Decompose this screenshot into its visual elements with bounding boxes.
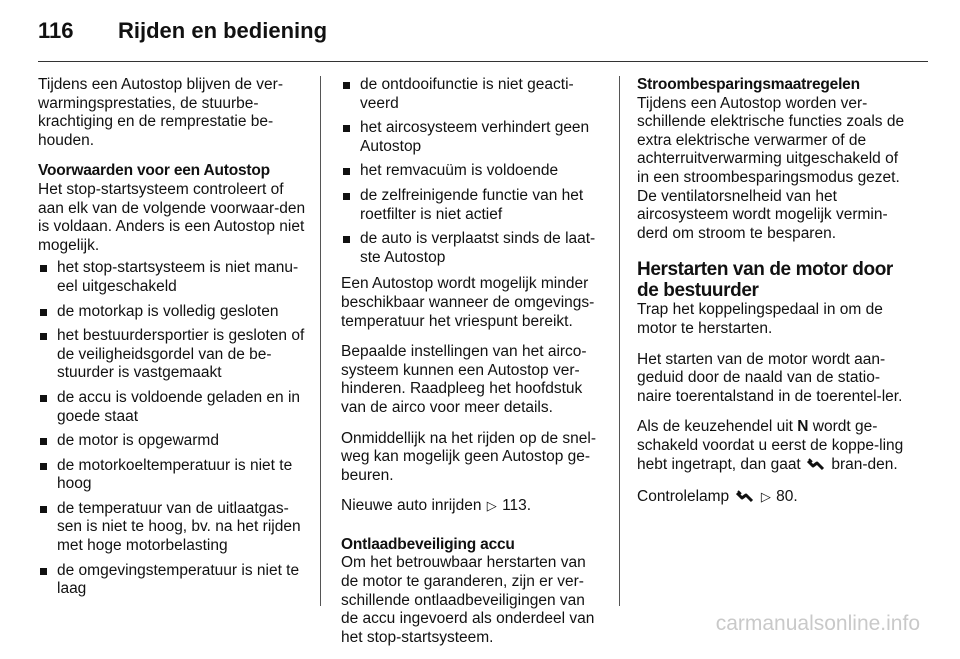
warning-lamp-paragraph: Controlelamp ▷ 80. <box>637 488 905 509</box>
column-2 <box>341 76 605 659</box>
autostop-lamp-icon <box>736 490 754 509</box>
column-1 <box>38 76 306 607</box>
list-item: de temperatuur van de uitlaatgas-sen is niet te hoog, bv. na het rijden met hoge motorbelasting <box>38 500 306 556</box>
section-title-restart: Herstarten van de motor door de bestuurder <box>637 259 893 302</box>
list-item: de motorkap is volledig gesloten <box>38 303 306 322</box>
column-divider <box>320 76 321 606</box>
page-title: Rijden en bediening <box>118 18 328 43</box>
conditions-list <box>38 259 306 599</box>
highway-paragraph: Onmiddellijk na het rijden op de snel-weg kan mogelijk geen Autostop ge-beuren. <box>341 429 597 484</box>
page-header <box>38 18 327 48</box>
page-reference-link[interactable]: 80. <box>776 488 798 506</box>
gear-n-symbol: N <box>797 418 809 436</box>
list-item: de accu is voldoende geladen en in goede staat <box>38 389 306 426</box>
freezing-paragraph: Een Autostop wordt mogelijk minder beschikbaar wanneer de omgevings-temperatuur het vriespunt bereikt. <box>341 275 595 330</box>
triangle-right-outline-icon: ▷ <box>760 489 771 505</box>
break-in-paragraph: Nieuwe auto inrijden ▷ 113. <box>341 497 532 515</box>
list-item: het bestuurdersportier is gesloten of de veiligheidsgordel van de be-stuurder is vastgemaakt <box>38 327 306 383</box>
subheading-autostop-conditions: Voorwaarden voor een Autostop <box>38 162 270 180</box>
header-rule <box>38 61 928 62</box>
triangle-right-outline-icon: ▷ <box>486 498 497 514</box>
battery-paragraph: Om het betrouwbaar herstarten van de motor te garanderen, zijn er ver-schillende ontlaadbeveiligingen van de accu ingevoerd als onderdeel van het stop-startsysteem. <box>341 554 595 646</box>
list-item: de motorkoeltemperatuur is niet te hoog <box>38 457 306 494</box>
list-item: de motor is opgewarmd <box>38 432 306 451</box>
column-divider <box>619 76 620 606</box>
restart-paragraph: Trap het koppelingspedaal in om de motor te herstarten. <box>637 301 883 337</box>
list-item: het stop-startsysteem is niet manu-eel uitgeschakeld <box>38 259 306 296</box>
column-3 <box>637 76 905 521</box>
selector-lever-paragraph: Als de keuzehendel uit N wordt ge-schakeld voordat u eerst de koppe-ling hebt ingetrapt, dan gaat bran-den. <box>637 418 905 476</box>
page-number: 116 <box>38 18 74 43</box>
autostop-lamp-icon <box>807 458 825 477</box>
watermark: carmanualsonline.info <box>715 612 920 635</box>
list-item: het remvacuüm is voldoende <box>341 162 605 181</box>
intro-paragraph: Tijdens een Autostop blijven de ver-warmingsprestaties, de stuurbe-krachtiging en de remprestatie be-houden. <box>38 76 283 149</box>
power-saving-paragraph: Tijdens een Autostop worden ver-schillende elektrische functies zoals de extra elektrische verwarmer of de achterruitverwarming uitgeschakeld of in een stroombesparingsmodus gezet. De ventilatorsnelheid van het aircosysteem wordt mogelijk vermin-derd om stroom te besparen. <box>637 94 905 242</box>
page-reference-link[interactable]: 113. <box>502 497 532 515</box>
subheading-power-saving: Stroombesparingsmaatregelen <box>637 76 860 93</box>
list-item: het aircosysteem verhindert geen Autostop <box>341 119 605 156</box>
subheading-battery-discharge: Ontlaadbeveiliging accu <box>341 535 515 553</box>
list-item: de auto is verplaatst sinds de laat-ste Autostop <box>341 230 605 267</box>
conditions-list-continued <box>341 76 605 267</box>
list-item: de omgevingstemperatuur is niet te laag <box>38 562 306 599</box>
conditions-paragraph: Het stop-startsysteem controleert of aan elk van de volgende voorwaar-den is voldaan. Anders is een Autostop niet mogelijk. <box>38 180 306 254</box>
list-item: de ontdooifunctie is niet geacti-veerd <box>341 76 605 113</box>
needle-paragraph: Het starten van de motor wordt aan-geduid door de naald van de statio-naire toerentalstand in de toerentel-ler. <box>637 350 903 405</box>
list-item: de zelfreinigende functie van het roetfilter is niet actief <box>341 187 605 224</box>
airco-paragraph: Bepaalde instellingen van het airco-systeem kunnen een Autostop ver-hinderen. Raadpleeg het hoofdstuk van de airco voor meer details. <box>341 343 587 416</box>
